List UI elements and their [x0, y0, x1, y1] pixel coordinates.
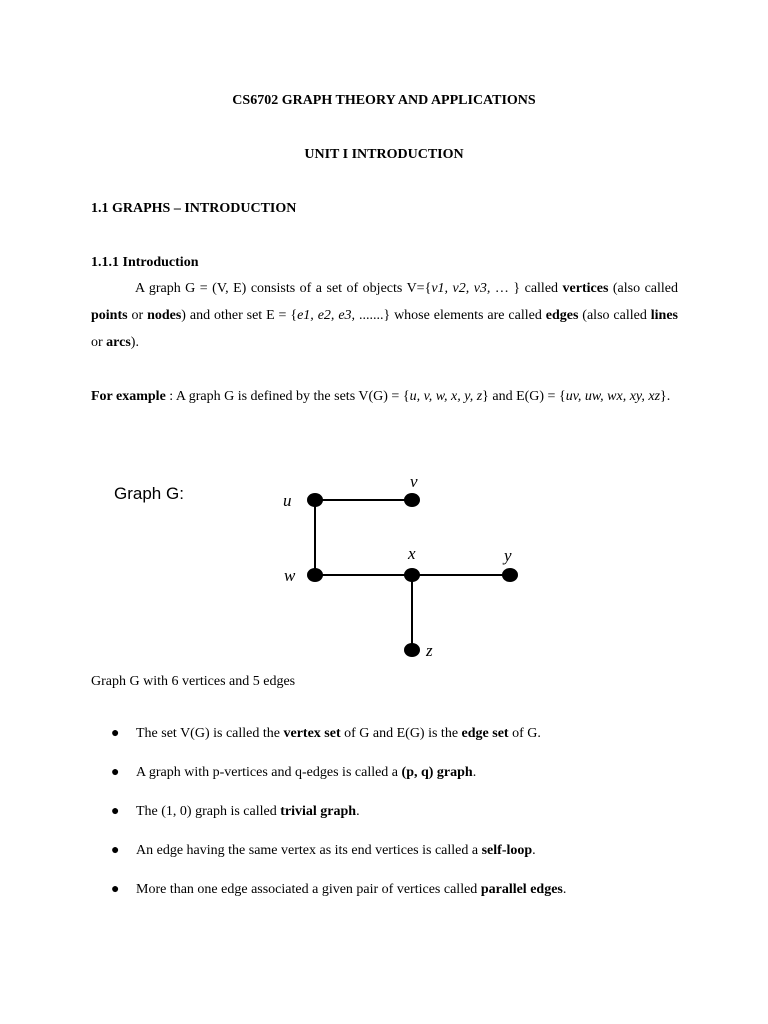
vertex-label-x: x — [408, 544, 416, 563]
figure-caption: Graph G with 6 vertices and 5 edges — [91, 674, 296, 689]
bullet-list — [91, 722, 711, 917]
example-text: : A graph G is defined by the sets V(G) = { — [165, 389, 410, 404]
course-title: CS6702 GRAPH THEORY AND APPLICATIONS — [232, 93, 536, 108]
intro-text: or — [127, 308, 148, 323]
subsection-heading: 1.1.1 Introduction — [91, 255, 199, 270]
bullet-text: . — [356, 804, 360, 819]
graph-svg — [100, 462, 540, 672]
intro-text: ) and other set E = { — [181, 308, 298, 323]
vertex-v — [404, 493, 420, 507]
vertex-x — [404, 568, 420, 582]
vertex-items: v1, v2, v3, — [431, 281, 491, 296]
intro-text: ). — [130, 335, 139, 350]
term-edges: edges — [545, 308, 579, 323]
vertex-label-w: w — [284, 566, 296, 585]
bullet-item — [91, 800, 711, 839]
bullet-icon: ● — [111, 765, 120, 780]
bullet-term: parallel edges — [480, 882, 563, 897]
intro-text: A graph G = (V, E) consists of a set of objects V={ — [135, 281, 432, 296]
intro-paragraph — [91, 275, 678, 356]
vertex-set: u, v, w, x, y, z — [409, 389, 483, 404]
bullet-text: of G. — [508, 726, 541, 741]
term-lines: lines — [650, 308, 678, 323]
graph-figure — [100, 462, 540, 672]
term-points: points — [91, 308, 128, 323]
graph-title: Graph G: — [114, 484, 184, 503]
edge-set: uv, uw, wx, xy, xz — [565, 389, 661, 404]
intro-text: (also called — [608, 281, 678, 296]
intro-text: … } called — [490, 281, 563, 296]
bullet-text: . — [472, 765, 477, 780]
bullet-item — [91, 839, 711, 878]
bullet-item — [91, 761, 711, 800]
bullet-term: trivial graph — [280, 804, 357, 819]
intro-text: (also called — [578, 308, 651, 323]
intro-text: .......} whose elements are called — [355, 308, 546, 323]
section-heading: 1.1 GRAPHS – INTRODUCTION — [91, 201, 297, 216]
bullet-term: vertex set — [283, 726, 341, 741]
bullet-text: More than one edge associated a given pair of vertices called — [136, 882, 481, 897]
vertex-label-z: z — [426, 641, 433, 660]
bullet-icon: ● — [111, 843, 120, 858]
bullet-text: The (1, 0) graph is called — [136, 804, 281, 819]
vertex-w — [307, 568, 323, 582]
unit-title: UNIT I INTRODUCTION — [304, 147, 464, 162]
term-nodes: nodes — [147, 308, 182, 323]
vertex-u — [307, 493, 323, 507]
example-text: } and E(G) = { — [482, 389, 566, 404]
intro-text: or — [91, 335, 107, 350]
bullet-term: edge set — [461, 726, 509, 741]
example-text: }. — [660, 389, 671, 404]
bullet-text: An edge having the same vertex as its end vertices is called a — [136, 843, 482, 858]
example-paragraph — [91, 383, 678, 410]
bullet-icon: ● — [111, 804, 120, 819]
bullet-text: . — [562, 882, 567, 897]
vertex-label-u: u — [283, 491, 292, 510]
vertex-label-v: v — [410, 472, 418, 491]
bullet-text: A graph with p-vertices and q-edges is called a — [136, 765, 402, 780]
example-label: For example — [91, 389, 166, 404]
edge-items: e1, e2, e3, — [297, 308, 356, 323]
vertex-z — [404, 643, 420, 657]
vertex-label-y: y — [504, 546, 512, 565]
bullet-text: The set V(G) is called the — [136, 726, 284, 741]
bullet-item — [91, 878, 711, 917]
bullet-term: self-loop — [481, 843, 533, 858]
bullet-term: (p, q) graph — [401, 765, 473, 780]
term-arcs: arcs — [106, 335, 131, 350]
bullet-text: . — [532, 843, 536, 858]
bullet-icon: ● — [111, 882, 120, 897]
vertex-y — [502, 568, 518, 582]
bullet-item — [91, 722, 711, 761]
bullet-text: of G and E(G) is the — [340, 726, 462, 741]
term-vertices: vertices — [562, 281, 609, 296]
bullet-icon: ● — [111, 726, 120, 741]
